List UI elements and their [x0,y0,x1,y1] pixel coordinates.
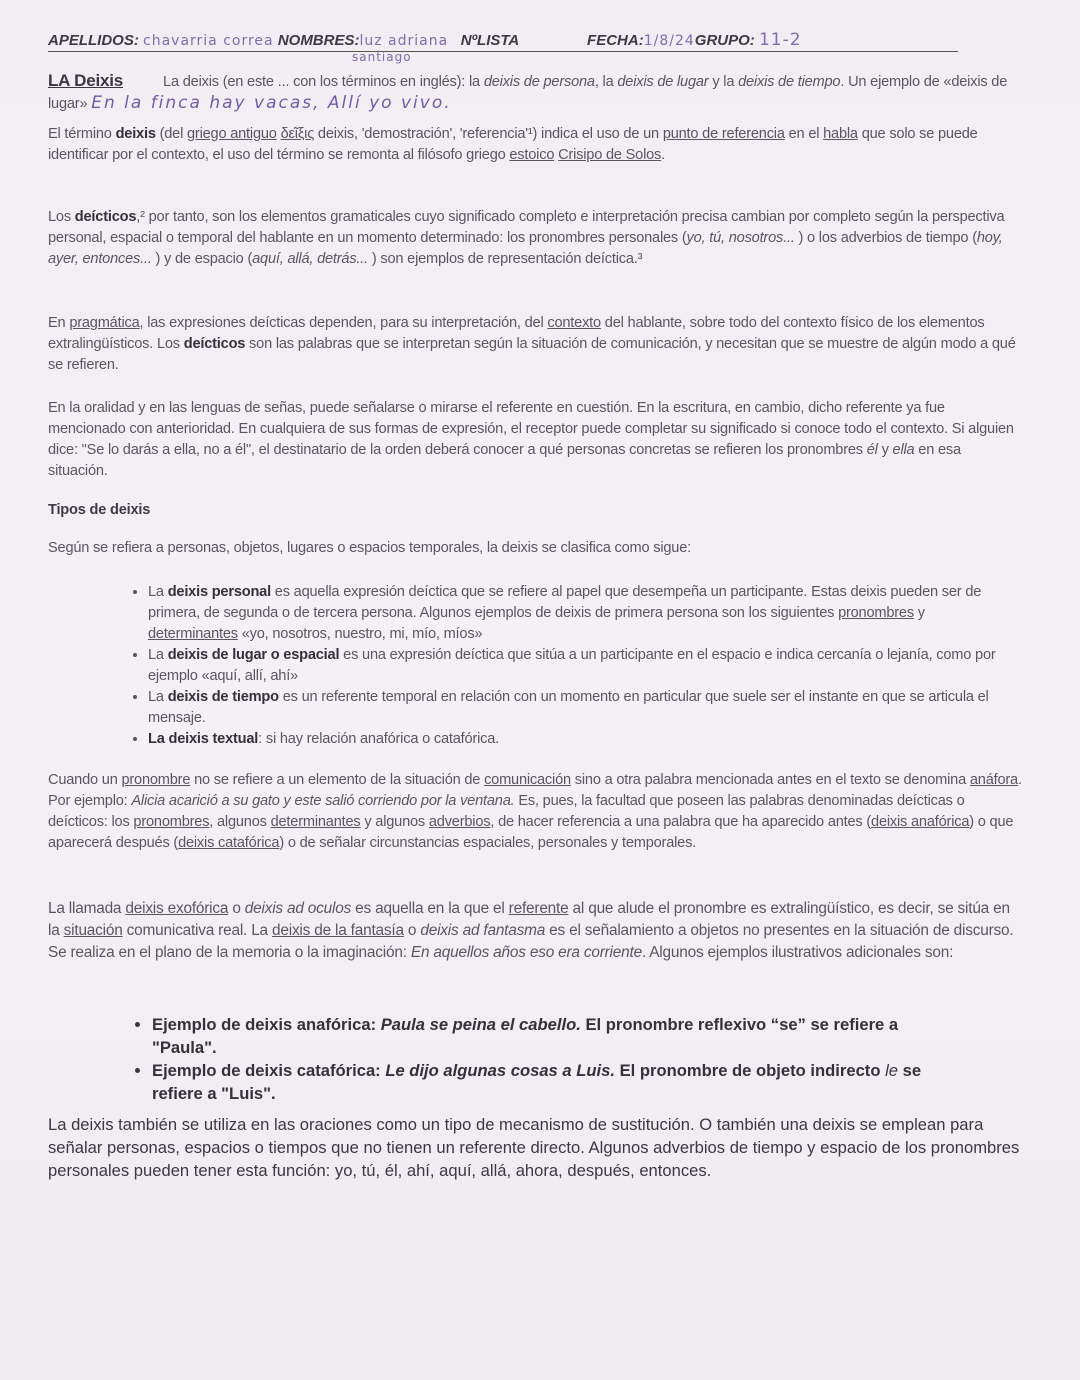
text-segment: . [661,147,666,163]
text-segment: En la oralidad y en las lenguas de señas, puede señalarse o mirarse el referente en cuestión. En la escritura, en cambio, dicho referente ya fue mencionado con anterioridad. En cualquiera de sus formas de expresión, el receptor puede completar su significado si conoce todo el contexto. Si alguien dice: "Se lo darás a ella, no a él", el destinatario de la orden deberá conocer a qué personas concretas se refieren los pronombres [48,400,1014,458]
fecha-value: 1/8/24 [643,33,695,49]
list-item [148,645,1018,687]
fecha-label: FECHA: [587,32,644,49]
text-segment: Le dijo algunas cosas a Luis. [385,1061,615,1080]
text-segment: no se refiere a un elemento de la situación de [190,772,485,788]
text-segment: El término [48,126,116,142]
text-segment: Ejemplo de deixis anafórica: [152,1015,381,1034]
list-item [152,1059,948,1105]
text-segment: ) son ejemplos de representación deíctica.³ [368,251,643,267]
grupo-label: GRUPO: [694,32,755,49]
paragraph-pragmatica [48,313,1023,376]
text-segment: hoy, ayer, entonces... [48,230,1003,267]
text-segment: griego antiguo [187,126,277,142]
text-segment: yo, tú, nosotros... [686,230,795,246]
text-segment: comunicación [484,772,571,788]
text-segment: deixis [115,126,156,142]
text-segment: son las palabras que se interpretan según la situación de comunicación, y necesitan que se muestre de algún modo a qué se refieren. [48,336,1016,373]
text-segment: es aquella expresión deíctica que se refiere al papel que desempeña un participante. Estas deixis pueden ser de primera, de segunda o de tercera persona. Algunos ejemplos de deixis de primera persona son los siguientes [148,584,982,621]
text-segment: situación [63,922,123,939]
text-segment: ) o los adverbios de tiempo ( [794,230,977,246]
list-item [148,582,1018,645]
text-segment: deixis, 'demostración', 'referencia'¹) indica el uso de un [314,126,663,142]
text-segment: referente [508,900,569,917]
tipos-intro: Según se refiera a personas, objetos, lugares o espacios temporales, la deixis se clasifica como sigue: [48,540,691,556]
text-segment: y [877,442,893,458]
text-segment: Es, pues, la facultad que poseen las palabras denominadas deícticas o deícticos: los [48,793,965,830]
text-segment: determinantes [270,814,361,830]
paragraph-oralidad [48,398,1023,482]
text-segment: La [148,584,168,600]
text-segment: sino a otra palabra mencionada antes en el texto se denomina [570,772,970,788]
text-segment: determinantes [148,626,238,642]
text-segment: que solo se puede identificar por el contexto, el uso del término se remonta al filósofo griego [48,126,978,163]
text-segment: deixis de persona [483,74,595,90]
text-segment: contexto [547,315,601,331]
text-segment: deixis ad fantasma [420,922,546,939]
text-segment: ,² por tanto, son los elementos gramaticales cuyo significado completo e interpretación precisa cambian por completo según la perspectiva personal, espacial o temporal del hablante en un momento determinado: los pronombres personales ( [48,209,1005,246]
text-segment: pragmática [69,315,140,331]
text-segment: El pronombre de objeto indirecto [614,1061,886,1080]
text-segment: deixis de la fantasía [272,922,404,939]
paragraph-definition [48,124,1023,166]
text-segment: es el señalamiento a objetos no presentes en la situación de discurso. Se realiza en el plano de la memoria o la imaginación: [48,922,1014,961]
nombres-extra: santiago [352,50,412,64]
text-segment: , la [594,74,618,90]
text-segment: (del [155,126,187,142]
apellidos-value: chavarria correa [143,33,274,49]
nombres-label: NOMBRES: [277,32,360,49]
text-segment: deixis anafórica [871,814,970,830]
student-header [48,30,958,52]
text-segment: deixis personal [167,584,271,600]
lista-label: NºLISTA [460,32,519,49]
ejemplos-list [48,1013,948,1105]
text-segment: deícticos [74,209,137,225]
text-segment: habla [823,126,858,142]
page-title: LA Deixis [48,71,124,90]
list-item [148,687,1018,729]
text-segment: y la [708,74,739,90]
text-segment: en el [784,126,824,142]
paragraph-final: La deixis también se utiliza en las oraciones como un tipo de mecanismo de sustitución. O también una deixis se emplean para señalar personas, espacios o tiempos que no tienen un referente directo. Algunos adverbios de tiempo y espacio de los pronombres personales pueden tener esta función: yo, tú, él, ahí, aquí, allá, ahora, después, entonces. [48,1115,1020,1180]
text-segment: En aquellos años eso era corriente [410,944,642,961]
text-segment: deícticos [183,336,246,352]
text-segment: en esa situación. [48,442,961,479]
text-segment: deixis catafórica [178,835,280,851]
text-segment: anáfora [969,772,1018,788]
text-segment: es aquella en la que el [351,900,509,917]
text-segment: comunicativa real. La [122,922,272,939]
text-segment: al que alude el pronombre es extralingüístico, es decir, se sitúa en la [48,900,1010,939]
text-segment: adverbios [428,814,491,830]
tipos-heading: Tipos de deixis [48,502,151,518]
list-item [148,729,1018,750]
text-segment: . Por ejemplo: [48,772,1022,809]
text-segment: «yo, nosotros, nuestro, mi, mío, míos» [237,626,483,642]
text-segment: La [148,689,168,705]
text-segment: pronombres [838,605,914,621]
text-segment: La deixis textual [148,731,259,747]
text-segment: ) o que aparecerá después ( [48,814,1014,851]
text-segment: le [885,1061,899,1080]
text-segment: : si hay relación anafórica o catafórica. [258,731,499,747]
nombres-value: luz adriana [359,33,449,49]
text-segment: y algunos [360,814,429,830]
text-segment: es una expresión deíctica que sitúa a un participante en el espacio e indica cercanía o lejanía, como por ejemplo «aquí, allí, ahí» [148,647,996,684]
text-segment: es un referente temporal en relación con un momento en particular que suele ser el instante en que se articula el mensaje. [148,689,989,726]
text-segment: Paula se peina el cabello. [380,1015,581,1034]
text-segment: se refiere a "Luis". [152,1061,922,1103]
text-segment: ) o de señalar circunstancias espaciales, personales y temporales. [279,835,697,851]
text-segment: punto de referencia [662,126,785,142]
text-segment: o [228,900,245,917]
apellidos-label: APELLIDOS: [48,32,139,49]
text-segment: , de hacer referencia a una palabra que ha aparecido antes ( [490,814,872,830]
text-segment: , algunos [209,814,271,830]
text-segment: deixis de lugar o espacial [167,647,340,663]
text-segment: δεῖξις [280,126,315,142]
paragraph-deicticos [48,207,1023,270]
text-segment: deixis ad oculos [244,900,352,917]
text-segment: deixis exofórica [125,900,229,917]
grupo-value: 11-2 [758,30,802,50]
text-segment: ) y de espacio ( [151,251,253,267]
text-segment: La llamada [48,900,126,917]
text-segment: Ejemplo de deixis catafórica: [152,1061,386,1080]
list-item [152,1013,948,1059]
text-segment: o [403,922,421,939]
text-segment: y [913,605,925,621]
text-segment: En [48,315,70,331]
text-segment: deixis de lugar [617,74,709,90]
tipos-list [48,582,1018,750]
text-segment: La [148,647,168,663]
text-segment: aquí, allá, detrás... [252,251,368,267]
text-segment: deixis de tiempo [167,689,279,705]
text-segment: pronombre [121,772,191,788]
handwritten-answer: En la finca hay vacas, Allí yo vivo. [91,93,452,113]
paragraph-exofora [48,898,1023,964]
text-segment: La deixis (en este ... con los términos en inglés): la [163,74,484,90]
text-segment: deixis de tiempo [738,74,841,90]
paragraph-anafora [48,770,1023,854]
text-segment: . Algunos ejemplos ilustrativos adicionales son: [641,944,954,961]
intro-paragraph [48,70,1023,115]
text-segment: ella [892,442,915,458]
text-segment: . Un ejemplo de «deixis de lugar» [48,74,1008,112]
text-segment: El pronombre reflexivo “se” se refiere a "Paula". [152,1015,899,1057]
text-segment: Los [48,209,75,225]
text-segment: él [866,442,878,458]
text-segment: del hablante, sobre todo del contexto físico de los elementos extralingüísticos. Los [48,315,985,352]
text-segment: estoico [509,147,555,163]
text-segment: Alicia acarició a su gato y este salió corriendo por la ventana. [131,793,515,809]
text-segment: , las expresiones deícticas dependen, para su interpretación, del [139,315,548,331]
text-segment: Crisipo de Solos [558,147,662,163]
text-segment: Cuando un [48,772,122,788]
text-segment: pronombres [133,814,210,830]
